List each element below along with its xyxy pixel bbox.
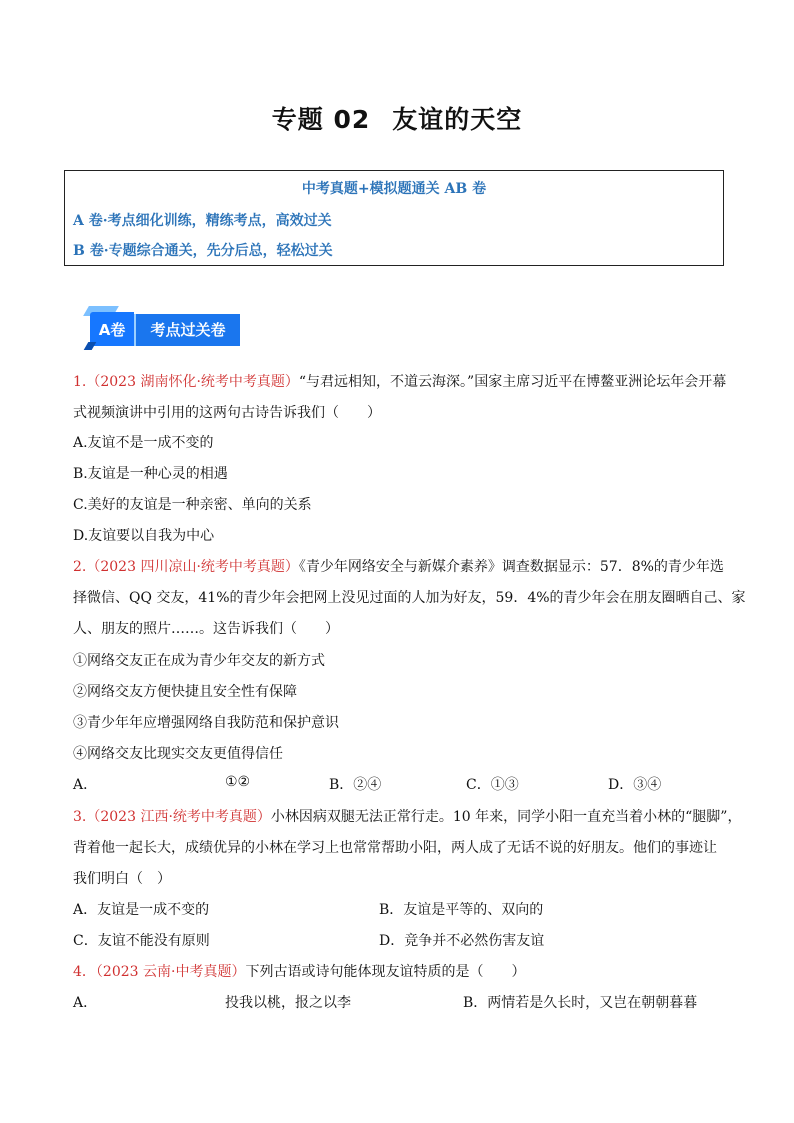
q1-text-1: “与君远相知，不道云海深。”国家主席习近平在博鳌亚洲论坛年会开幕 <box>298 374 727 390</box>
q2-option-a-label: A． <box>73 777 98 793</box>
page-title <box>0 100 794 136</box>
q1-option-d: D.友谊要以自我为中心 <box>73 528 215 544</box>
q3-option-b: B．友谊是平等的、双向的 <box>379 902 544 918</box>
q4-option-a-value: 投我以桃，报之以李 <box>225 995 351 1011</box>
q2-line-3: 人、朋友的照片……。这告诉我们（ ） <box>73 621 339 637</box>
q1-source: （2023 湖南怀化·统考中考真题） <box>86 374 299 390</box>
q2-number: 2. <box>73 559 87 575</box>
q2-item-2: ②网络交友方便快捷且安全性有保障 <box>73 684 297 700</box>
q1-line-2: 式视频演讲中引用的这两句古诗告诉我们（ ） <box>73 405 381 421</box>
q1-option-b: B.友谊是一种心灵的相遇 <box>73 466 228 482</box>
q3-option-d: D．竞争并不必然伤害友谊 <box>379 933 545 949</box>
q2-source: （2023 四川凉山·统考中考真题） <box>86 559 299 575</box>
q3-line-3: 我们明白（ ） <box>73 871 171 887</box>
q4-text-1: 下列古语或诗句能体现友谊特质的是（ ） <box>245 964 526 980</box>
banner-notch-shape <box>84 342 97 350</box>
q2-option-b: B．②④ <box>329 777 382 793</box>
q2-option-d: D．③④ <box>608 777 662 793</box>
q3-line-2: 背着他一起长大，成绩优异的小林在学习上也常常帮助小阳，两人成了无话不说的好朋友。他们的事迹让 <box>73 840 717 856</box>
q2-item-3: ③青少年年应增强网络自我防范和保护意识 <box>73 715 339 731</box>
q4-line-1 <box>73 961 525 981</box>
q1-line-1 <box>73 371 726 391</box>
q3-option-a: A．友谊是一成不变的 <box>73 902 210 918</box>
q4-option-a-label: A． <box>73 995 98 1011</box>
info-line-a: A 卷·考点细化训练，精练考点，高效过关 <box>73 213 332 229</box>
q4-source: （2023 云南·中考真题） <box>95 964 246 980</box>
title-main: 专题 02 <box>271 105 371 134</box>
q2-option-c: C．①③ <box>466 777 519 793</box>
section-banner <box>86 312 236 348</box>
info-box <box>64 170 724 266</box>
q1-option-a: A.友谊不是一成不变的 <box>73 435 214 451</box>
q1-number: 1. <box>73 374 87 390</box>
title-sub: 友谊的天空 <box>392 105 523 134</box>
q3-option-c: C．友谊不能没有原则 <box>73 933 210 949</box>
q2-item-4: ④网络交友比现实交友更值得信任 <box>73 746 283 762</box>
q3-source: （2023 江西·统考中考真题） <box>86 809 271 825</box>
info-heading: 中考真题+模拟题通关 AB 卷 <box>301 181 487 197</box>
q4-option-b: B．两情若是久长时，又岂在朝朝暮暮 <box>463 995 698 1011</box>
q3-line-1 <box>73 806 741 826</box>
info-line-b: B 卷·专题综合通关，先分后总，轻松过关 <box>73 243 333 259</box>
q2-text-1: 《青少年网络安全与新媒介素养》调查数据显示：57．8%的青少年选 <box>298 559 724 575</box>
q3-text-1: 小林因病双腿无法正常行走。10 年来，同学小阳一直充当着小林的“腿脚”， <box>270 809 742 825</box>
q3-number: 3. <box>73 809 87 825</box>
q2-item-1: ①网络交友正在成为青少年交友的新方式 <box>73 653 325 669</box>
q2-option-a-value: ①② <box>225 774 251 790</box>
banner-tab: A卷 <box>90 312 134 346</box>
q4-number: 4． <box>73 964 96 980</box>
q2-line-2: 择微信、QQ 交友，41%的青少年会把网上没见过面的人加为好友，59．4%的青少年会在朋友圈晒自己、家 <box>73 590 746 606</box>
q1-option-c: C.美好的友谊是一种亲密、单向的关系 <box>73 497 312 513</box>
banner-label: 考点过关卷 <box>134 314 240 346</box>
q2-line-1 <box>73 556 724 576</box>
